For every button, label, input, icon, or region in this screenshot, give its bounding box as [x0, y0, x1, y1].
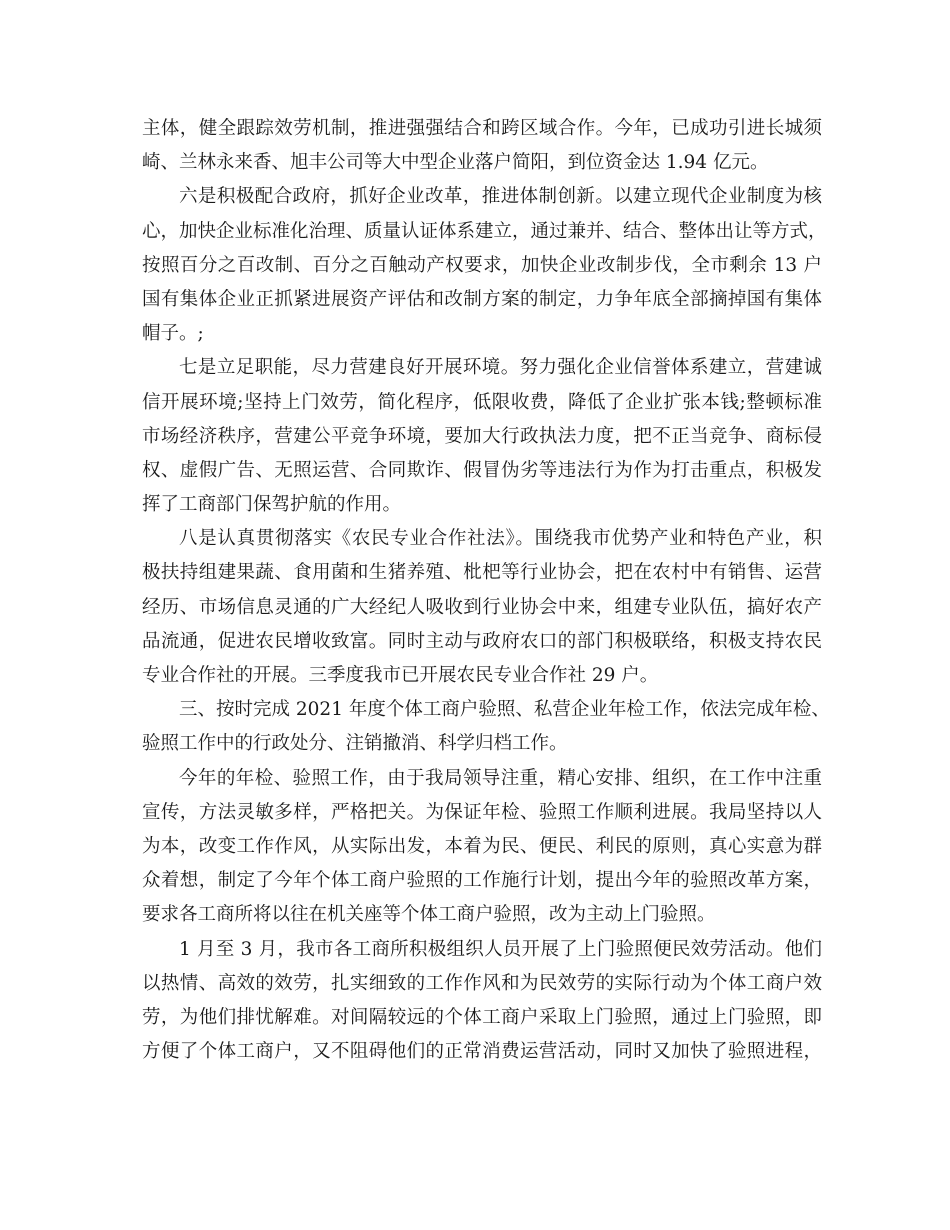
paragraph-line: 经历、市场信息灵通的广大经纪人吸收到行业协会中来，组建专业队伍，搞好农产 — [142, 596, 822, 618]
paragraph-line: 帽子。; — [142, 323, 204, 345]
paragraph-line: 众着想，制定了今年个体工商户验照的工作施行计划，提出今年的验照改革方案， — [142, 870, 822, 892]
paragraph-line: 极扶持组建果蔬、食用菌和生猪养殖、枇杷等行业协会，把在农村中有销售、运营 — [142, 562, 822, 584]
paragraph-line: 验照工作中的行政处分、注销撤消、科学归档工作。 — [142, 733, 568, 755]
paragraph-line: 以热情、高效的效劳，扎实细致的工作作风和为民效劳的实际行动为个体工商户效 — [142, 972, 822, 994]
paragraph-line: 专业合作社的开展。三季度我市已开展农民专业合作社 29 户。 — [142, 665, 659, 686]
paragraph-line: 心，加快企业标准化治理、质量认证体系建立，通过兼并、结合、整体出让等方式， — [142, 220, 827, 242]
paragraph-line: 国有集体企业正抓紧进展资产评估和改制方案的制定，力争年底全部摘掉国有集体 — [142, 288, 822, 310]
paragraph-first-line: 六是积极配合政府，抓好企业改革，推进体制创新。以建立现代企业制度为核 — [179, 186, 822, 208]
paragraph-first-line: 三、按时完成 2021 年度个体工商户验照、私营企业年检工作，依法完成年检、 — [179, 699, 830, 721]
paragraph-line: 信开展环境;坚持上门效劳，简化程序，低限收费，降低了企业扩张本钱;整顿标准 — [142, 391, 822, 413]
paragraph-line: 要求各工商所将以往在机关座等个体工商户验照，改为主动上门验照。 — [142, 904, 716, 926]
paragraph-first-line: 八是认真贯彻落实《农民专业合作社法》。围绕我市优势产业和特色产业，积 — [179, 528, 822, 550]
paragraph-line: 宣传，方法灵敏多样，严格把关。为保证年检、验照工作顺利进展。我局坚持以人 — [142, 801, 822, 823]
paragraph-first-line: 七是立足职能，尽力营建良好开展环境。努力强化企业信誉体系建立，营建诚 — [179, 357, 822, 379]
paragraph-line: 品流通，促进农民增收致富。同时主动与政府农口的部门积极联络，积极支持农民 — [142, 630, 822, 652]
paragraph-line: 崎、兰林永来香、旭丰公司等大中型企业落户简阳，到位资金达 1.94 亿元。 — [142, 152, 769, 174]
paragraph-line: 市场经济秩序，营建公平竞争环境，要加大行政执法力度，把不正当竞争、商标侵 — [142, 425, 822, 447]
paragraph-line: 主体，健全跟踪效劳机制，推进强强结合和跨区域合作。今年，已成功引进长城须 — [142, 118, 822, 139]
paragraph-line: 挥了工商部门保驾护航的作用。 — [142, 494, 402, 516]
paragraph-line: 权、虚假广告、无照运营、合同欺诈、假冒伪劣等违法行为作为打击重点，积极发 — [142, 459, 822, 481]
paragraph-line: 劳，为他们排忧解难。对间隔较远的个体工商户采取上门验照，通过上门验照，即 — [142, 1006, 822, 1028]
paragraph-first-line: 今年的年检、验照工作，由于我局领导注重，精心安排、组织，在工作中注重 — [179, 767, 822, 789]
paragraph-line: 方便了个体工商户，又不阻碍他们的正常消费运营活动，同时又加快了验照进程， — [142, 1041, 822, 1063]
paragraph-line: 为本，改变工作作风，从实际出发，本着为民、便民、利民的原则，真心实意为群 — [142, 835, 822, 857]
document-body — [142, 112, 830, 1069]
paragraph-first-line: 1 月至 3 月，我市各工商所积极组织人员开展了上门验照便民效劳活动。他们 — [179, 938, 822, 960]
paragraph-line: 按照百分之百改制、百分之百触动产权要求，加快企业改制步伐，全市剩余 13 户 — [142, 254, 822, 276]
